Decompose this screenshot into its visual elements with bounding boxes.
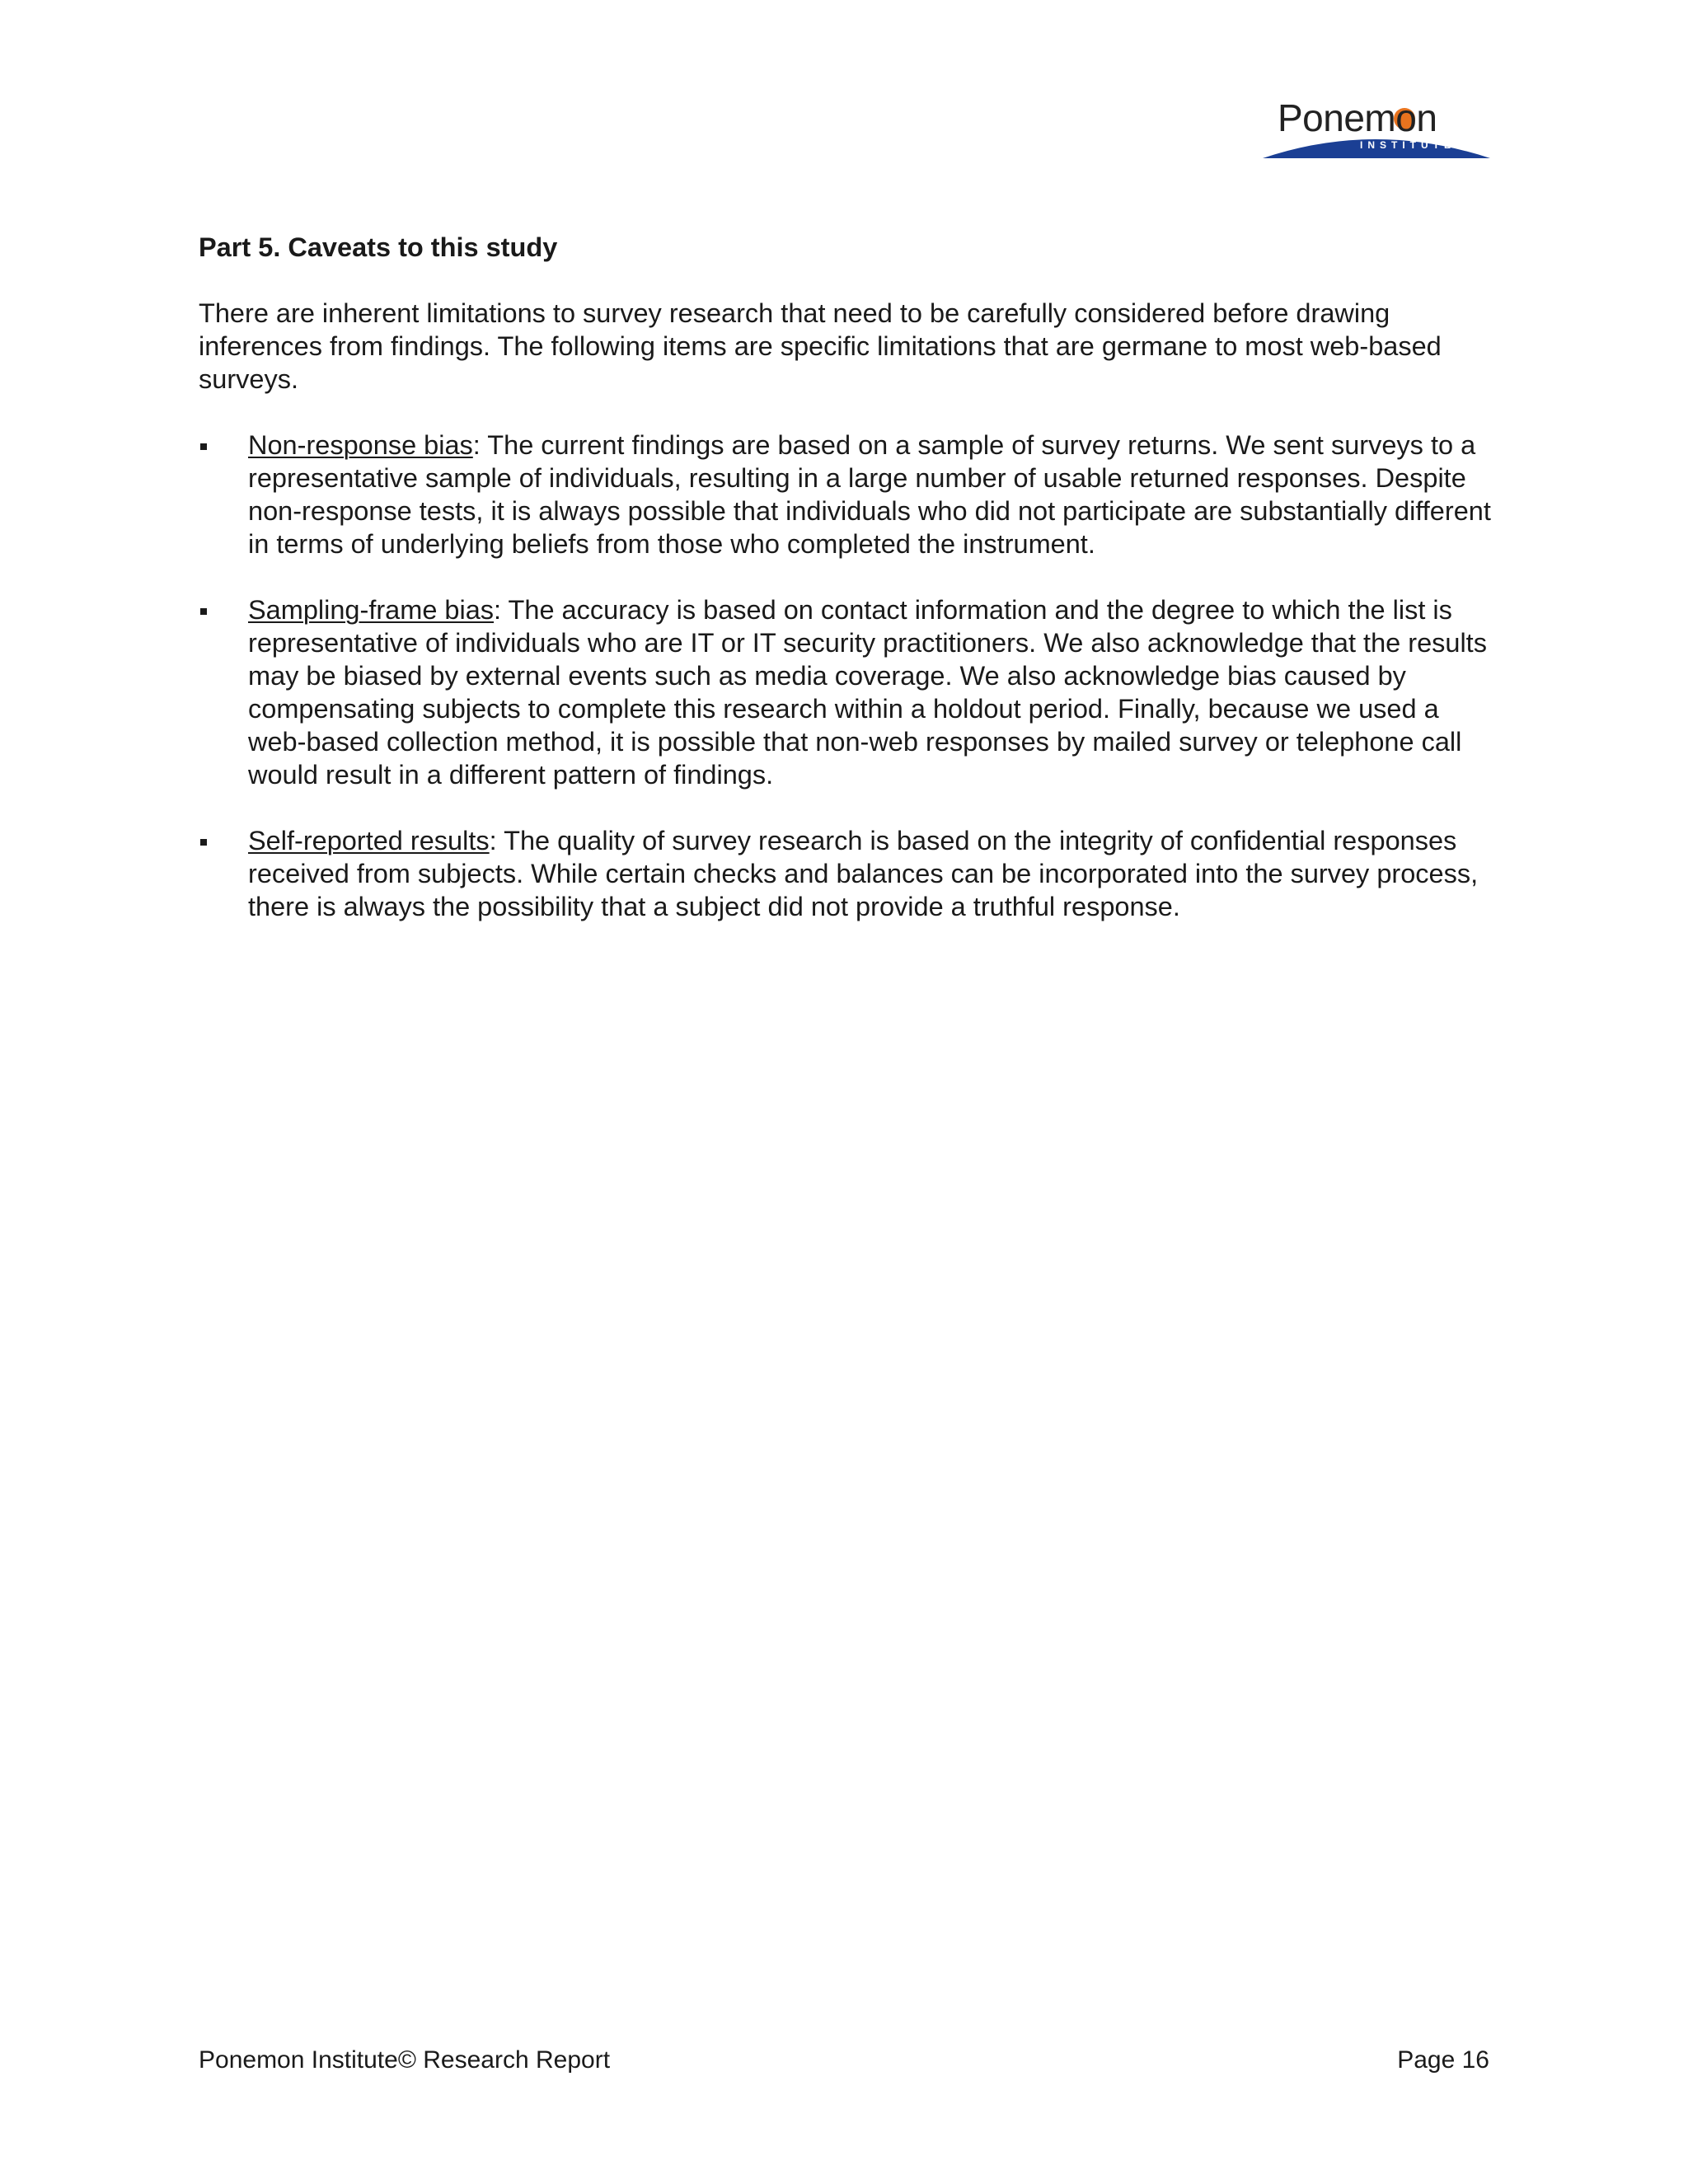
- logo-subtitle: INSTITUTE: [1360, 139, 1456, 151]
- bullet-term: Sampling-frame bias: [248, 595, 495, 625]
- footer-page-number: Page 16: [1397, 2046, 1489, 2074]
- bullet-square-icon: [200, 443, 207, 450]
- bullet-square-icon: [200, 608, 207, 615]
- footer-report-title: Ponemon Institute© Research Report: [199, 2046, 611, 2074]
- bullet-text: : The current findings are based on a sample of survey returns. We sent surveys to a representative sample of individuals, resulting in a large number of usable returned responses. Despite non-response tests, it is always possible that individuals who did not participate are substantially different in terms of underlying beliefs from those who completed the instrument.: [248, 430, 1491, 559]
- bullet-square-icon: [200, 839, 207, 846]
- section-heading: Part 5. Caveats to this study: [199, 232, 558, 262]
- list-item: [199, 429, 1493, 560]
- caveats-list: [199, 429, 1493, 923]
- bullet-term: Non-response bias: [248, 430, 473, 460]
- logo-wordmark: Ponemon: [1278, 96, 1437, 139]
- intro-paragraph: There are inherent limitations to survey research that need to be carefully considered before drawing inferences from findings. The following items are specific limitations that are germane to most web-based surveys.: [199, 298, 1442, 394]
- bullet-text: : The accuracy is based on contact information and the degree to which the list is representative of individuals who are IT or IT security practitioners. We also acknowledge that the results may be biased by external events such as media coverage. We also acknowledge bias caused by compensating subjects to complete this research within a holdout period. Finally, because we used a web-based collection method, it is possible that non-web responses by mailed survey or telephone call would result in a different pattern of findings.: [248, 595, 1487, 790]
- list-item: [199, 824, 1493, 923]
- bullet-term: Self-reported results: [248, 826, 490, 855]
- list-item: [199, 593, 1493, 791]
- main-content: [199, 231, 1493, 956]
- bullet-text: : The quality of survey research is based on the integrity of confidential responses received from subjects. While certain checks and balances can be incorporated into the survey process, there is always the possibility that a subject did not provide a truthful response.: [248, 826, 1479, 921]
- ponemon-logo: [1259, 97, 1492, 162]
